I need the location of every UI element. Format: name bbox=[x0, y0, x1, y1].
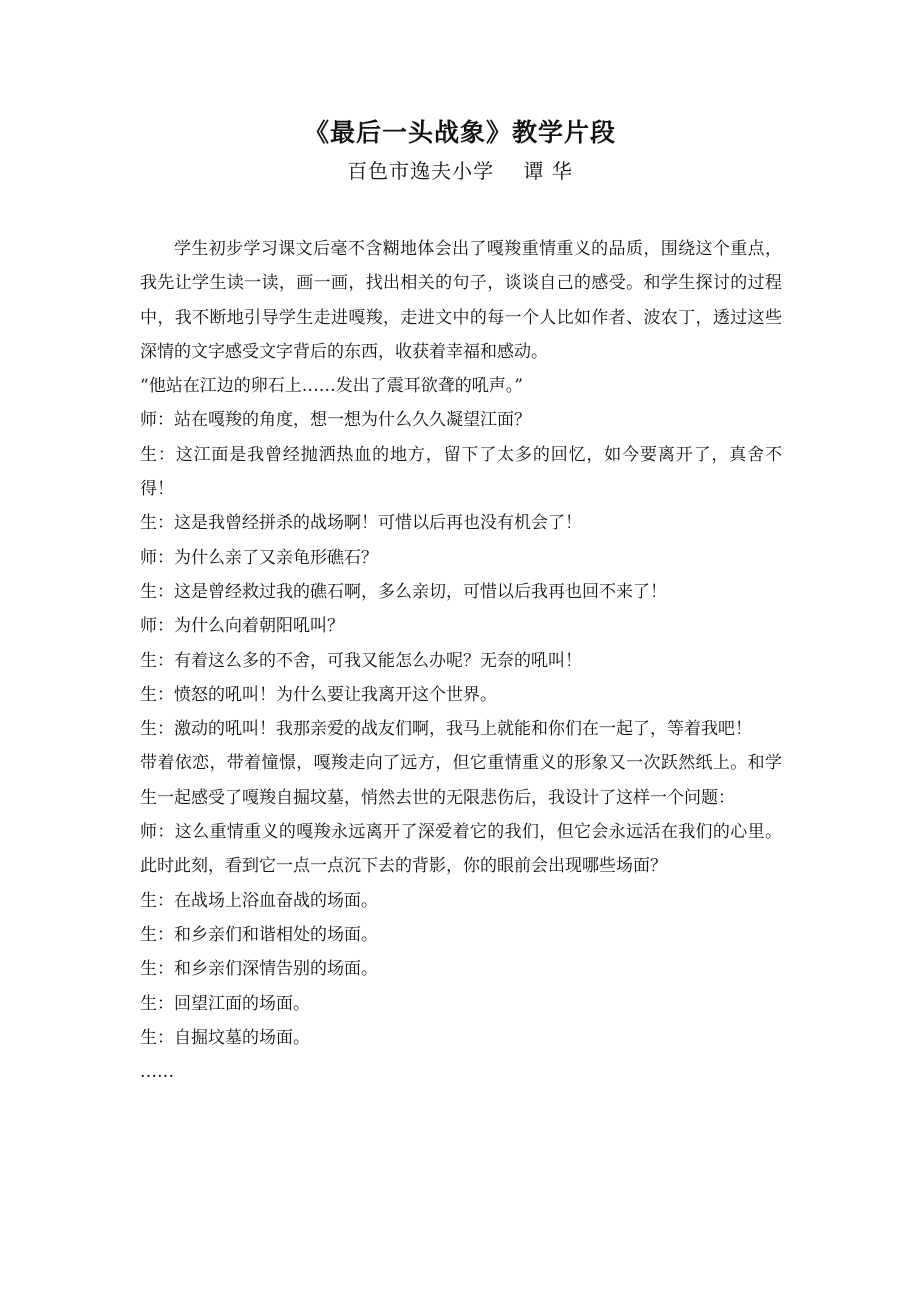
document-body bbox=[140, 232, 782, 1089]
dialogue-line: 生：有着这么多的不舍，可我又能怎么办呢？无奈的吼叫！ bbox=[140, 650, 582, 671]
dialogue-line: 师：为什么向着朝阳吼叫？ bbox=[140, 616, 344, 637]
narrative-paragraph: 带着依恋，带着憧憬，嘎羧走向了远方，但它重情重义的形象又一次跃然纸上。和学生一起感受了嘎羧自掘坟墓，悄然去世的无限悲伤后，我设计了这样一个问题： bbox=[140, 753, 782, 808]
dialogue-line: 生：回望江面的场面。 bbox=[140, 993, 310, 1014]
dialogue-line: 生：自掘坟墓的场面。 bbox=[140, 1027, 310, 1048]
quote-line: “他站在江边的卵石上……发出了震耳欲聋的吼声。” bbox=[140, 376, 523, 397]
dialogue-line: 师：这么重情重义的嘎羧永远离开了深爱着它的我们，但它会永远活在我们的心里。此时此刻，看到它一点一点沉下去的背影，你的眼前会出现哪些场面？ bbox=[140, 822, 782, 877]
dialogue-line: 生：这江面是我曾经抛洒热血的地方，留下了太多的回忆，如今要离开了，真舍不得！ bbox=[140, 444, 782, 500]
dialogue-line: 生：激动的吼叫！我那亲爱的战友们啊，我马上就能和你们在一起了，等着我吧！ bbox=[140, 719, 752, 740]
dialogue-line: 生：愤怒的吼叫！为什么要让我离开这个世界。 bbox=[140, 684, 497, 705]
intro-paragraph: 学生初步学习课文后毫不含糊地体会出了嘎羧重情重义的品质，围绕这个重点，我先让学生读一读，画一画，找出相关的句子，谈谈自己的感受。和学生探讨的过程中，我不断地引导学生走进嘎羧，走进文中的每一个人比如作者、波农丁，透过这些深情的文字感受文字背后的东西，收获着幸福和感动。 bbox=[140, 239, 782, 362]
ellipsis-line: …… bbox=[140, 1062, 174, 1083]
dialogue-line: 生：在战场上浴血奋战的场面。 bbox=[140, 890, 378, 911]
dialogue-line: 生：和乡亲们深情告别的场面。 bbox=[140, 959, 378, 980]
dialogue-line: 师：站在嘎羧的角度，想一想为什么久久凝望江面？ bbox=[140, 410, 531, 431]
dialogue-line: 生：这是我曾经拼杀的战场啊！可惜以后再也没有机会了！ bbox=[140, 513, 582, 534]
document-title: 《最后一头战象》教学片段 bbox=[303, 118, 616, 147]
dialogue-line: 师：为什么亲了又亲龟形礁石？ bbox=[140, 547, 378, 568]
author-line: 百色市逸夫小学 谭 华 bbox=[347, 159, 573, 183]
dialogue-line: 生：和乡亲们和谐相处的场面。 bbox=[140, 924, 378, 945]
dialogue-line: 生：这是曾经救过我的礁石啊，多么亲切，可惜以后我再也回不来了！ bbox=[140, 581, 667, 602]
